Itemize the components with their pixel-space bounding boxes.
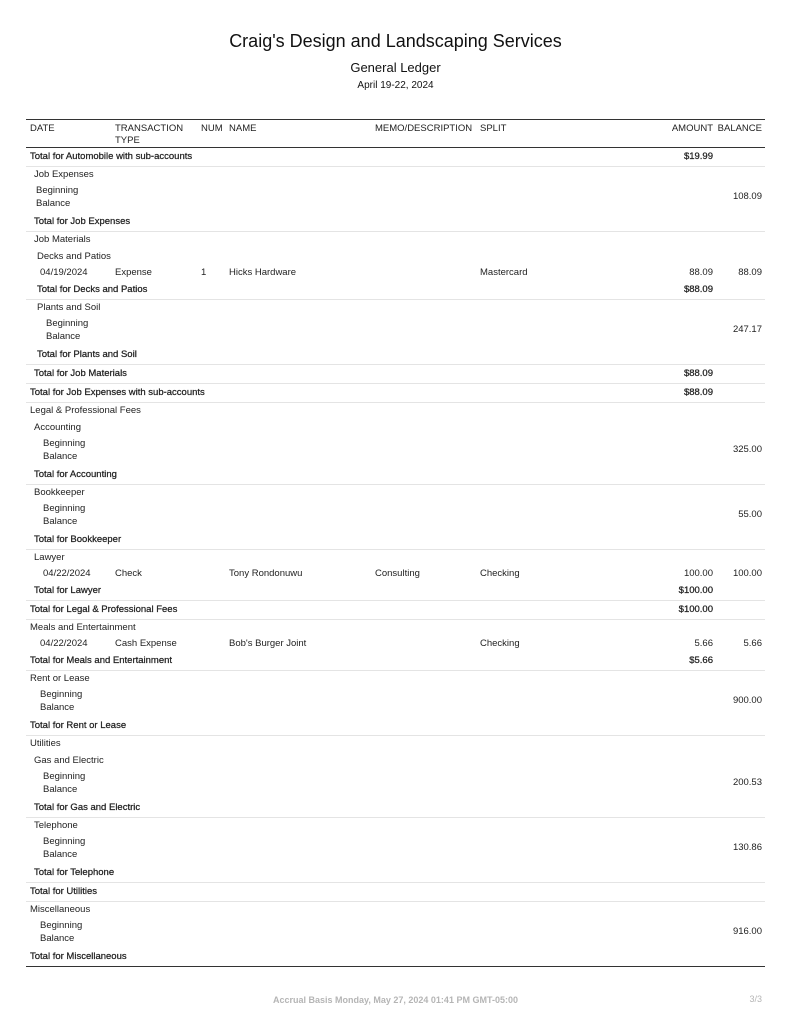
beginning-balance-row <box>26 184 765 213</box>
account-name: Decks and Patios <box>37 251 111 262</box>
total-row <box>26 717 765 736</box>
account-heading-row <box>26 671 765 688</box>
total-label: Total for Legal & Professional Fees <box>30 604 178 615</box>
account-heading-row <box>26 420 765 437</box>
beginning-label: Beginning <box>43 836 86 847</box>
beginning-label: Beginning <box>43 438 86 449</box>
total-label: Total for Utilities <box>30 886 98 897</box>
col-date: DATE <box>30 123 55 134</box>
beginning-balance-row <box>26 437 765 466</box>
total-row <box>26 466 765 485</box>
txn-date: 04/22/2024 <box>40 638 88 649</box>
total-row <box>26 799 765 818</box>
txn-type: Check <box>115 568 142 579</box>
total-label: Total for Job Expenses with sub-accounts <box>30 387 205 398</box>
total-label: Total for Miscellaneous <box>30 951 127 962</box>
total-row <box>26 652 765 671</box>
beginning-label: Beginning <box>43 503 86 514</box>
total-label: Total for Job Materials <box>34 368 127 379</box>
total-label: Total for Accounting <box>34 469 117 480</box>
total-label: Total for Gas and Electric <box>34 802 141 813</box>
txn-balance: 88.09 <box>738 267 762 278</box>
total-row <box>26 864 765 883</box>
account-name: Lawyer <box>34 552 65 563</box>
account-name: Accounting <box>34 422 82 433</box>
txn-name: Bob's Burger Joint <box>229 638 307 649</box>
balance-label: Balance <box>43 516 78 527</box>
account-heading-row <box>26 753 765 770</box>
col-name: NAME <box>229 123 257 134</box>
account-heading-row <box>26 818 765 835</box>
ledger-rows <box>26 148 765 967</box>
txn-split: Checking <box>480 638 520 649</box>
total-label: Total for Decks and Patios <box>37 284 148 295</box>
balance-label: Balance <box>43 849 78 860</box>
txn-split: Mastercard <box>480 267 528 278</box>
account-name: Job Expenses <box>34 169 94 180</box>
account-heading-row <box>26 300 765 317</box>
account-heading-row <box>26 167 765 184</box>
account-heading-row <box>26 620 765 637</box>
beginning-label: Beginning <box>40 689 83 700</box>
beginning-balance-row <box>26 502 765 531</box>
total-label: Total for Plants and Soil <box>37 349 137 360</box>
report-title: General Ledger <box>350 60 441 75</box>
total-label: Total for Bookkeeper <box>34 534 122 545</box>
col-transaction-type <box>115 123 183 147</box>
total-row <box>26 213 765 232</box>
txn-type: Expense <box>115 267 152 278</box>
account-name: Meals and Entertainment <box>30 622 136 633</box>
account-name: Utilities <box>30 738 61 749</box>
txn-balance: 100.00 <box>732 568 762 579</box>
txn-num: 1 <box>201 267 207 278</box>
total-amount: $88.09 <box>683 387 713 398</box>
account-name: Job Materials <box>34 234 91 245</box>
total-label: Total for Automobile with sub-accounts <box>30 151 193 162</box>
account-heading-row <box>26 902 765 919</box>
beginning-balance: 200.53 <box>732 777 762 788</box>
col-num: NUM <box>201 123 223 134</box>
beginning-balance-row <box>26 770 765 799</box>
txn-amount: 88.09 <box>689 267 713 278</box>
total-label: Total for Lawyer <box>34 585 102 596</box>
account-heading-row <box>26 736 765 753</box>
page-number: 3/3 <box>749 994 762 1004</box>
account-heading-row <box>26 403 765 420</box>
total-amount: $100.00 <box>678 604 713 615</box>
total-row <box>26 346 765 365</box>
txn-name: Hicks Hardware <box>229 267 297 278</box>
account-name: Miscellaneous <box>30 904 91 915</box>
balance-label: Balance <box>40 933 75 944</box>
total-row <box>26 883 765 902</box>
beginning-label: Beginning <box>40 920 83 931</box>
total-label: Total for Job Expenses <box>34 216 131 227</box>
total-amount: $100.00 <box>678 585 713 596</box>
total-row <box>26 582 765 601</box>
beginning-balance: 900.00 <box>732 695 762 706</box>
table-header <box>26 119 765 148</box>
company-name: Craig's Design and Landscaping Services <box>229 31 562 51</box>
txn-split: Checking <box>480 568 520 579</box>
total-row <box>26 281 765 300</box>
balance-label: Balance <box>46 331 81 342</box>
txn-balance: 5.66 <box>743 638 762 649</box>
col-memo: MEMO/DESCRIPTION <box>375 123 473 134</box>
beginning-balance: 55.00 <box>738 509 762 520</box>
beginning-balance: 130.86 <box>732 842 762 853</box>
total-amount: $19.99 <box>683 151 713 162</box>
total-row <box>26 531 765 550</box>
txn-memo: Consulting <box>375 568 420 579</box>
transaction-row <box>26 637 765 652</box>
account-heading-row <box>26 550 765 567</box>
balance-label: Balance <box>43 784 78 795</box>
col-balance: BALANCE <box>717 123 762 134</box>
account-name: Gas and Electric <box>34 755 104 766</box>
total-amount: $5.66 <box>689 655 713 666</box>
account-name: Plants and Soil <box>37 302 101 313</box>
footer-basis: Accrual Basis Monday, May 27, 2024 01:41 PM GMT-05:00 <box>273 995 518 1005</box>
txn-name: Tony Rondonuwu <box>229 568 303 579</box>
account-heading-row <box>26 249 765 266</box>
account-name: Legal & Professional Fees <box>30 405 141 416</box>
total-label: Total for Meals and Entertainment <box>30 655 173 666</box>
beginning-label: Beginning <box>46 318 89 329</box>
beginning-balance-row <box>26 317 765 346</box>
account-heading-row <box>26 232 765 249</box>
txn-type: Cash Expense <box>115 638 177 649</box>
total-row <box>26 148 765 167</box>
beginning-balance: 325.00 <box>732 444 762 455</box>
total-label: Total for Telephone <box>34 867 115 878</box>
beginning-balance: 916.00 <box>732 926 762 937</box>
account-name: Rent or Lease <box>30 673 90 684</box>
beginning-balance-row <box>26 919 765 948</box>
total-label: Total for Rent or Lease <box>30 720 127 731</box>
total-row <box>26 601 765 620</box>
total-row <box>26 384 765 403</box>
txn-amount: 100.00 <box>683 568 713 579</box>
col-amount: AMOUNT <box>671 123 713 134</box>
balance-label: Balance <box>40 702 75 713</box>
beginning-label: Beginning <box>43 771 86 782</box>
beginning-balance: 247.17 <box>732 324 762 335</box>
balance-label: Balance <box>43 451 78 462</box>
total-row <box>26 365 765 384</box>
col-split: SPLIT <box>480 123 507 134</box>
account-name: Bookkeeper <box>34 487 85 498</box>
balance-label: Balance <box>36 198 71 209</box>
txn-date: 04/22/2024 <box>43 568 91 579</box>
txn-amount: 5.66 <box>694 638 713 649</box>
total-row <box>26 948 765 967</box>
account-name: Telephone <box>34 820 78 831</box>
report-date-range: April 19-22, 2024 <box>357 80 434 91</box>
col-type-line2: TYPE <box>115 135 140 146</box>
ledger-table <box>26 119 765 967</box>
account-heading-row <box>26 485 765 502</box>
total-amount: $88.09 <box>683 368 713 379</box>
total-amount: $88.09 <box>683 284 713 295</box>
beginning-balance-row <box>26 688 765 717</box>
txn-date: 04/19/2024 <box>40 267 88 278</box>
col-type-line1: TRANSACTION <box>115 123 184 134</box>
beginning-label: Beginning <box>36 185 79 196</box>
beginning-balance: 108.09 <box>732 191 762 202</box>
transaction-row <box>26 567 765 582</box>
transaction-row <box>26 266 765 281</box>
beginning-balance-row <box>26 835 765 864</box>
